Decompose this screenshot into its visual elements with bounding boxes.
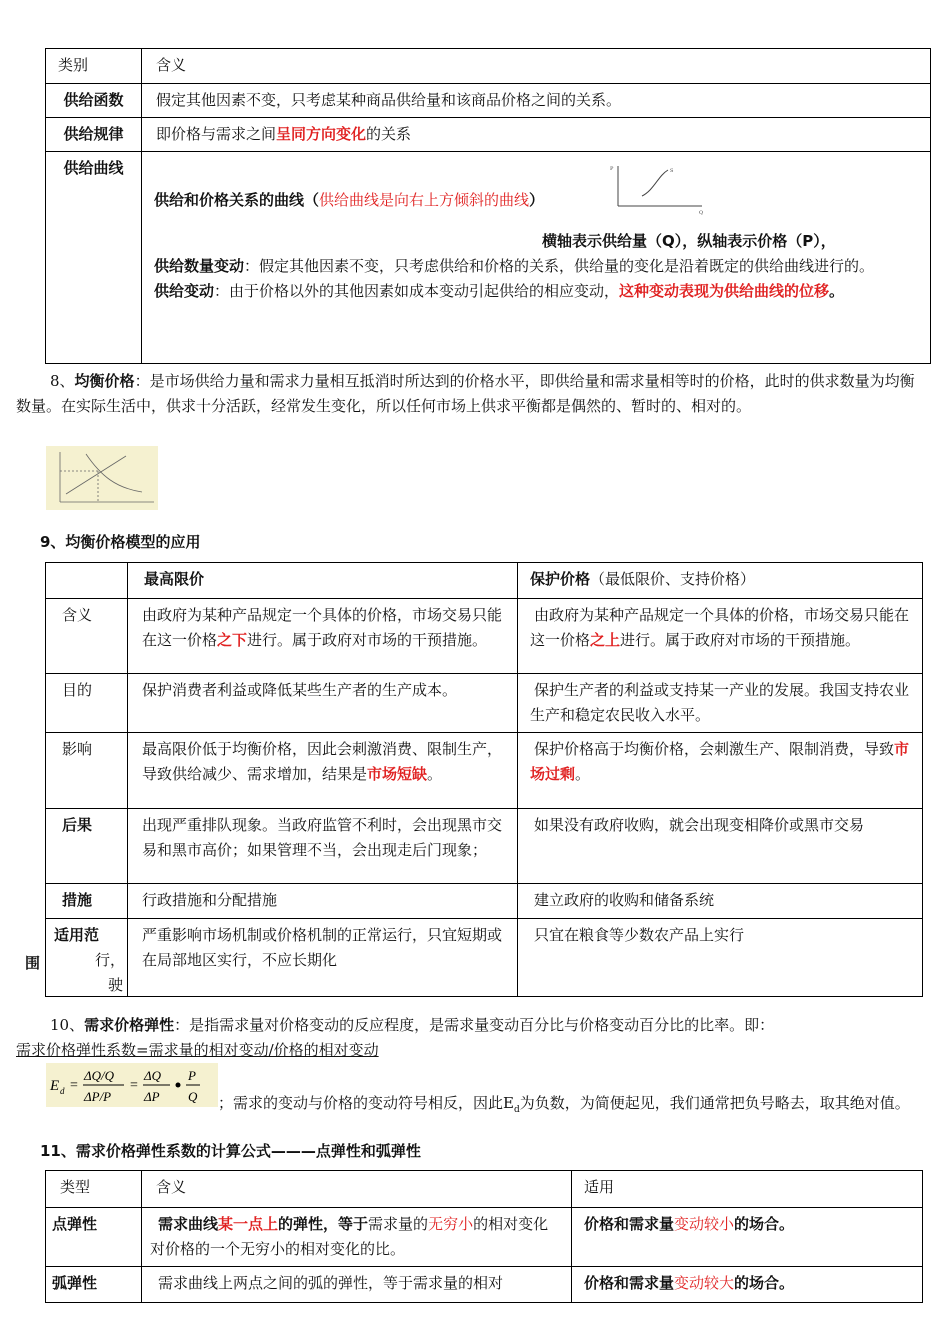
section9-heading: 9、均衡价格模型的应用: [40, 533, 201, 551]
cell-text: 进行。属于政府对市场的干预措施。: [620, 631, 861, 649]
section-title: 需求价格弹性: [84, 1016, 175, 1034]
table1-header-meaning: [142, 49, 931, 84]
highlight-text: 呈同方向变化: [276, 125, 367, 143]
cell-text: 的场合。: [734, 1274, 795, 1292]
arc-elasticity-meaning: 需求曲线上两点之间的弧的弹性，等于需求量的相对: [142, 1267, 572, 1303]
overflow-text: 驶: [107, 976, 123, 994]
ceiling-consequence: 出现严重排队现象。当政府监管不利时，会出现黑市交易和黑市高价；如果管理不当，会出现走后门现象；: [128, 809, 518, 884]
cell-text: 保护价格高于均衡价格，会刺激生产、限制消费，导致: [534, 740, 895, 758]
highlight-text: 某一点上: [218, 1215, 279, 1233]
elasticity-definition: 需求价格弹性系数=需求量的相对变动/价格的相对变动: [16, 1041, 379, 1059]
supply-table: [45, 48, 931, 364]
cell-text: ：假定其他因素不变，只考虑供给和价格的关系，供给量的变化是沿着既定的供给曲线进行的。: [244, 257, 875, 275]
elasticity-paragraph: [16, 1013, 918, 1038]
floor-impact: [518, 733, 923, 809]
svg-text:ΔP/P: ΔP/P: [84, 1089, 112, 1104]
term-label: 供给变动: [154, 282, 215, 300]
floor-scope: 只宜在粮食等少数农产品上实行: [518, 919, 923, 997]
cell-text: 。: [829, 282, 845, 300]
subscript: d: [513, 1105, 520, 1115]
row-label-supply-function: [46, 84, 142, 118]
ceiling-measures: 行政措施和分配措施: [128, 884, 518, 919]
section-number: 10、: [50, 1016, 85, 1034]
svg-text:ΔQ: ΔQ: [144, 1068, 162, 1083]
supply-curve-desc: [154, 188, 924, 213]
cell-text: 最高限价低于均衡价格，因此会刺激消费、限制生产，导致供给减少、需求增加，结果是: [142, 740, 503, 783]
cell-text: ）: [529, 191, 545, 209]
ceiling-purpose: 保护消费者利益或降低某些生产者的生产成本。: [128, 674, 518, 733]
cell-text: 。: [575, 765, 591, 783]
equilibrium-chart-svg: [46, 446, 158, 510]
cell-text: 的相对变化对价格的一个无穷小的相对变化的比。: [150, 1215, 549, 1258]
header-text: 保护价格: [530, 570, 591, 588]
elasticity-formula: [46, 1063, 218, 1107]
cell-text: 的关系: [366, 125, 412, 143]
row-label-supply-curve: [46, 152, 142, 364]
paragraph-text: ；需求的变动与价格的变动符号相反，因此E: [218, 1094, 514, 1112]
svg-text:=: =: [130, 1078, 138, 1093]
supply-quantity-change: [154, 254, 924, 279]
header-price-floor: [518, 563, 923, 599]
highlight-text: 供给曲线是向右上方倾斜的曲线: [319, 191, 530, 209]
row-label-supply-law: [46, 118, 142, 152]
highlight-text: 市场短缺: [367, 765, 428, 783]
figure-s-label: S: [670, 168, 674, 174]
label-text: 供给函数: [63, 91, 124, 109]
row-label-impact: 影响: [46, 733, 128, 809]
cell-text: 价格和需求量: [584, 1274, 675, 1292]
section-number: 8、: [50, 372, 75, 390]
point-elasticity-meaning: [142, 1208, 572, 1267]
highlight-text: 变动较小: [674, 1215, 735, 1233]
row-label-meaning: 含义: [46, 599, 128, 674]
floor-meaning: [518, 599, 923, 674]
highlight-text: 市场过剩: [530, 740, 910, 783]
table3-header-meaning: 含义: [142, 1171, 572, 1208]
label-text: 适用范: [54, 926, 100, 944]
overflow-text: 行，: [94, 951, 125, 969]
term-label: 供给数量变动: [154, 257, 245, 275]
figure-p-label: P: [610, 166, 614, 172]
svg-text:E: E: [50, 1078, 60, 1094]
cell-text: 的弹性，等于: [278, 1215, 369, 1233]
header-text: （最低限价、支持价格）: [590, 570, 756, 588]
axis-note: 横轴表示供给量（Q），纵轴表示价格（P），: [542, 232, 836, 250]
svg-text:P: P: [188, 1068, 196, 1083]
cell-text: 供给和价格关系的曲线（: [154, 191, 320, 209]
equilibrium-figure: [46, 446, 158, 510]
row-label-point-elasticity: 点弹性: [46, 1208, 142, 1267]
row-label-arc-elasticity: 弧弹性: [46, 1267, 142, 1303]
point-elasticity-usage: [572, 1208, 923, 1267]
equilibrium-price-paragraph: [16, 369, 918, 419]
row-label-consequence: 后果: [46, 809, 128, 884]
header-text: 类别: [58, 56, 89, 74]
cell-text: 进行。属于政府对市场的干预措施。: [247, 631, 488, 649]
supply-change: [154, 279, 924, 304]
formula-svg: [46, 1063, 218, 1107]
svg-text:=: =: [70, 1078, 78, 1093]
row-label-purpose: 目的: [46, 674, 128, 733]
header-text: 含义: [156, 56, 187, 74]
paragraph-text: ：是指需求量对价格变动的反应程度，是需求量变动百分比与价格变动百分比的比率。即：: [174, 1016, 775, 1034]
header-price-ceiling: 最高限价: [128, 563, 518, 599]
supply-law-text: [142, 118, 931, 152]
cell-text: 需求量的: [368, 1215, 429, 1233]
paragraph-text: 为负数，为简便起见，我们通常把负号略去，取其绝对值。: [519, 1094, 910, 1112]
cell-text: 需求曲线: [158, 1215, 219, 1233]
figure-q-label: Q: [699, 210, 704, 216]
elasticity-note-line1: [218, 1091, 910, 1123]
svg-text:d: d: [60, 1086, 65, 1096]
supply-function-text: [142, 84, 931, 118]
section-title: 均衡价格: [74, 372, 135, 390]
paragraph-text: ：是市场供给力量和需求力量相互抵消时所达到的价格水平，即供给量和需求量相等时的价格，此时的供求数量为均衡数量。在实际生活中，供求十分活跃，经常发生变化，所以任何市场上供求平衡都是偶然的、暂时的、相对的。: [16, 372, 915, 415]
highlight-text: 之下: [217, 631, 248, 649]
row-label-measures: 措施: [46, 884, 128, 919]
label-text: 供给曲线: [63, 159, 124, 177]
cell-text: 。: [427, 765, 443, 783]
ceiling-impact: [128, 733, 518, 809]
highlight-text: 之上: [590, 631, 621, 649]
supply-curve-figure: [606, 162, 706, 216]
cell-text: 即价格与需求之间: [156, 125, 277, 143]
section11-heading: 11、需求价格弹性系数的计算公式———点弹性和弧弹性: [40, 1142, 421, 1160]
price-control-table: [45, 562, 923, 997]
highlight-text: 无穷小: [428, 1215, 474, 1233]
svg-text:ΔQ/Q: ΔQ/Q: [84, 1068, 115, 1083]
cell-text: 价格和需求量: [584, 1215, 675, 1233]
supply-curve-cell: [142, 152, 931, 364]
table3-header-usage: 适用: [572, 1171, 923, 1208]
ceiling-meaning: [128, 599, 518, 674]
cell-text: 的场合。: [734, 1215, 795, 1233]
table1-header-category: [46, 49, 142, 84]
floor-measures: 建立政府的收购和储备系统: [518, 884, 923, 919]
highlight-text: 变动较大: [674, 1274, 735, 1292]
svg-text:Q: Q: [188, 1089, 198, 1104]
cell-text: 由政府为某种产品规定一个具体的价格，市场交易只能在这一价格: [142, 606, 503, 649]
cell-text: 由政府为某种产品规定一个具体的价格，市场交易只能在这一价格: [530, 606, 910, 649]
elasticity-table: [45, 1170, 923, 1303]
row-label-scope: [46, 919, 128, 997]
table2-header-blank: [46, 563, 128, 599]
scope-label-overflow: 围: [25, 954, 41, 972]
arc-elasticity-usage: [572, 1267, 923, 1303]
floor-purpose: 保护生产者的利益或支持某一产业的发展。我国支持农业生产和稳定农民收入水平。: [518, 674, 923, 733]
highlight-text: 这种变动表现为供给曲线的位移: [619, 282, 830, 300]
svg-text:ΔP: ΔP: [144, 1089, 160, 1104]
cell-text: ：由于价格以外的其他因素如成本变动引起供给的相应变动，: [214, 282, 620, 300]
label-text: 供给规律: [63, 125, 124, 143]
table3-header-type: 类型: [46, 1171, 142, 1208]
floor-consequence: 如果没有政府收购，就会出现变相降价或黑市交易: [518, 809, 923, 884]
cell-text: 假定其他因素不变，只考虑某种商品供给量和该商品价格之间的关系。: [156, 91, 622, 109]
ceiling-scope: 严重影响市场机制或价格机制的正常运行，只宜短期或在局部地区实行，不应长期化: [128, 919, 518, 997]
